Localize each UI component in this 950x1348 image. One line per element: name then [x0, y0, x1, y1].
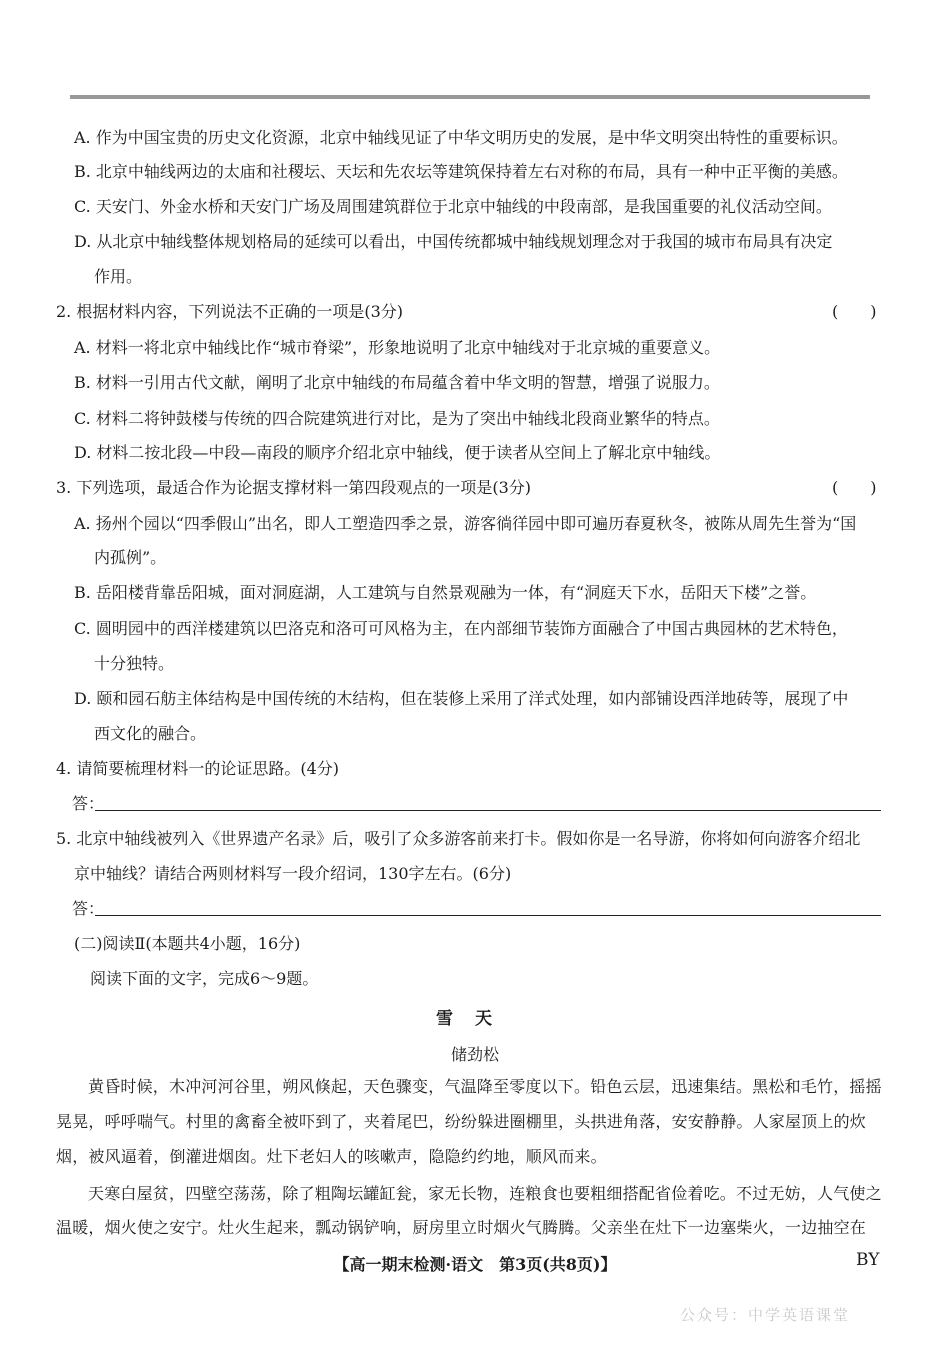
story-line: 晃晃，呼呼喘气。村里的禽畜全被吓到了，夹着尾巴，纷纷躲进圈棚里，头拱进角落，安安静静。人家屋顶上的炊: [56, 1112, 867, 1131]
q4-stem: 4. 请简要梳理材料一的论证思路。(4分): [56, 759, 340, 778]
q5-stem-line1: 5. 北京中轴线被列入《世界遗产名录》后，吸引了众多游客前来打卡。假如你是一名导游，你将如何向游客介绍北: [56, 829, 861, 848]
q3-option-d: D. 颐和园石舫主体结构是中国传统的木结构，但在装修上采用了洋式处理，如内部铺设西洋地砖等，展现了中: [74, 689, 849, 708]
q4-answer-line[interactable]: [95, 810, 881, 811]
q3-option-c: C. 圆明园中的西洋楼建筑以巴洛克和洛可可风格为主，在内部细节装饰方面融合了中国古典园林的艺术特色，: [74, 619, 848, 638]
q3-option-a-cont: 内孤例”。: [94, 548, 167, 567]
q5-answer-line[interactable]: [95, 915, 881, 916]
q5-answer-label: 答：: [72, 899, 105, 918]
q4-answer-label: 答：: [72, 794, 105, 813]
q2-option-d: D. 材料二按北段—中段—南段的顺序介绍北京中轴线，便于读者从空间上了解北京中轴线。: [74, 443, 721, 462]
q1-option-d: D. 从北京中轴线整体规划格局的延续可以看出，中国传统都城中轴线规划理念对于我国的城市布局具有决定: [74, 232, 833, 251]
q1-option-d-cont: 作用。: [94, 267, 143, 286]
footer-code: BY: [856, 1250, 880, 1270]
q3-option-b: B. 岳阳楼背靠岳阳城，面对洞庭湖，人工建筑与自然景观融为一体，有“洞庭天下水，岳阳天下楼”之誉。: [74, 583, 817, 602]
section-heading: (二)阅读Ⅱ(本题共4小题，16分): [74, 934, 301, 953]
watermark: 公众号：中学英语课堂: [680, 1306, 851, 1324]
q2-option-b: B. 材料一引用古代文献，阐明了北京中轴线的布局蕴含着中华文明的智慧，增强了说服力。: [74, 373, 720, 392]
q1-option-a: A. 作为中国宝贵的历史文化资源，北京中轴线见证了中华文明历史的发展，是中华文明突出特性的重要标识。: [74, 128, 848, 147]
q3-option-a: A. 扬州个园以“四季假山”出名，即人工塑造四季之景，游客徜徉园中即可遍历春夏秋冬，被陈从周先生誉为“国: [74, 514, 857, 533]
story-line: 黄昏时候，木冲河河谷里，朔风倏起，天色骤变，气温降至零度以下。铅色云层，迅速集结。黑松和毛竹，摇摇: [88, 1077, 882, 1096]
section-instruction: 阅读下面的文字，完成6～9题。: [90, 969, 319, 988]
story-author: 储劲松: [450, 1045, 499, 1064]
story-title: 雪天: [436, 1009, 514, 1029]
q2-answer-paren: ( ): [832, 302, 877, 321]
q2-option-a: A. 材料一将北京中轴线比作“城市脊梁”，形象地说明了北京中轴线对于北京城的重要意义。: [74, 338, 721, 357]
q1-option-c: C. 天安门、外金水桥和天安门广场及周围建筑群位于北京中轴线的中段南部，是我国重要的礼仪活动空间。: [74, 197, 832, 216]
q2-option-c: C. 材料二将钟鼓楼与传统的四合院建筑进行对比，是为了突出中轴线北段商业繁华的特点。: [74, 409, 720, 428]
story-line: 天寒白屋贫，四壁空荡荡，除了粗陶坛罐缸瓮，家无长物，连粮食也要粗细搭配省俭着吃。不过无妨，人气使之: [88, 1184, 882, 1203]
q3-option-c-cont: 十分独特。: [94, 654, 175, 673]
cropped-header-line: [70, 92, 870, 102]
q3-option-d-cont: 西文化的融合。: [94, 724, 207, 743]
story-line: 烟，被风逼着，倒灌进烟囱。灶下老妇人的咳嗽声，隐隐约约地，顺风而来。: [56, 1147, 607, 1166]
q1-option-b: B. 北京中轴线两边的太庙和社稷坛、天坛和先农坛等建筑保持着左右对称的布局，具有一种中正平衡的美感。: [74, 162, 848, 181]
story-line: 温暖，烟火使之安宁。灶火生起来，瓢动锅铲响，厨房里立时烟火气腾腾。父亲坐在灶下一边塞柴火，一边抽空在: [56, 1218, 867, 1237]
q2-stem: 2. 根据材料内容，下列说法不正确的一项是(3分): [56, 302, 404, 321]
page-footer: 【高一期末检测·语文 第3页(共8页)】: [333, 1255, 617, 1274]
q3-answer-paren: ( ): [832, 478, 877, 497]
q5-stem-line2: 京中轴线？请结合两则材料写一段介绍词，130字左右。(6分): [74, 864, 512, 883]
q3-stem: 3. 下列选项，最适合作为论据支撑材料一第四段观点的一项是(3分): [56, 478, 532, 497]
